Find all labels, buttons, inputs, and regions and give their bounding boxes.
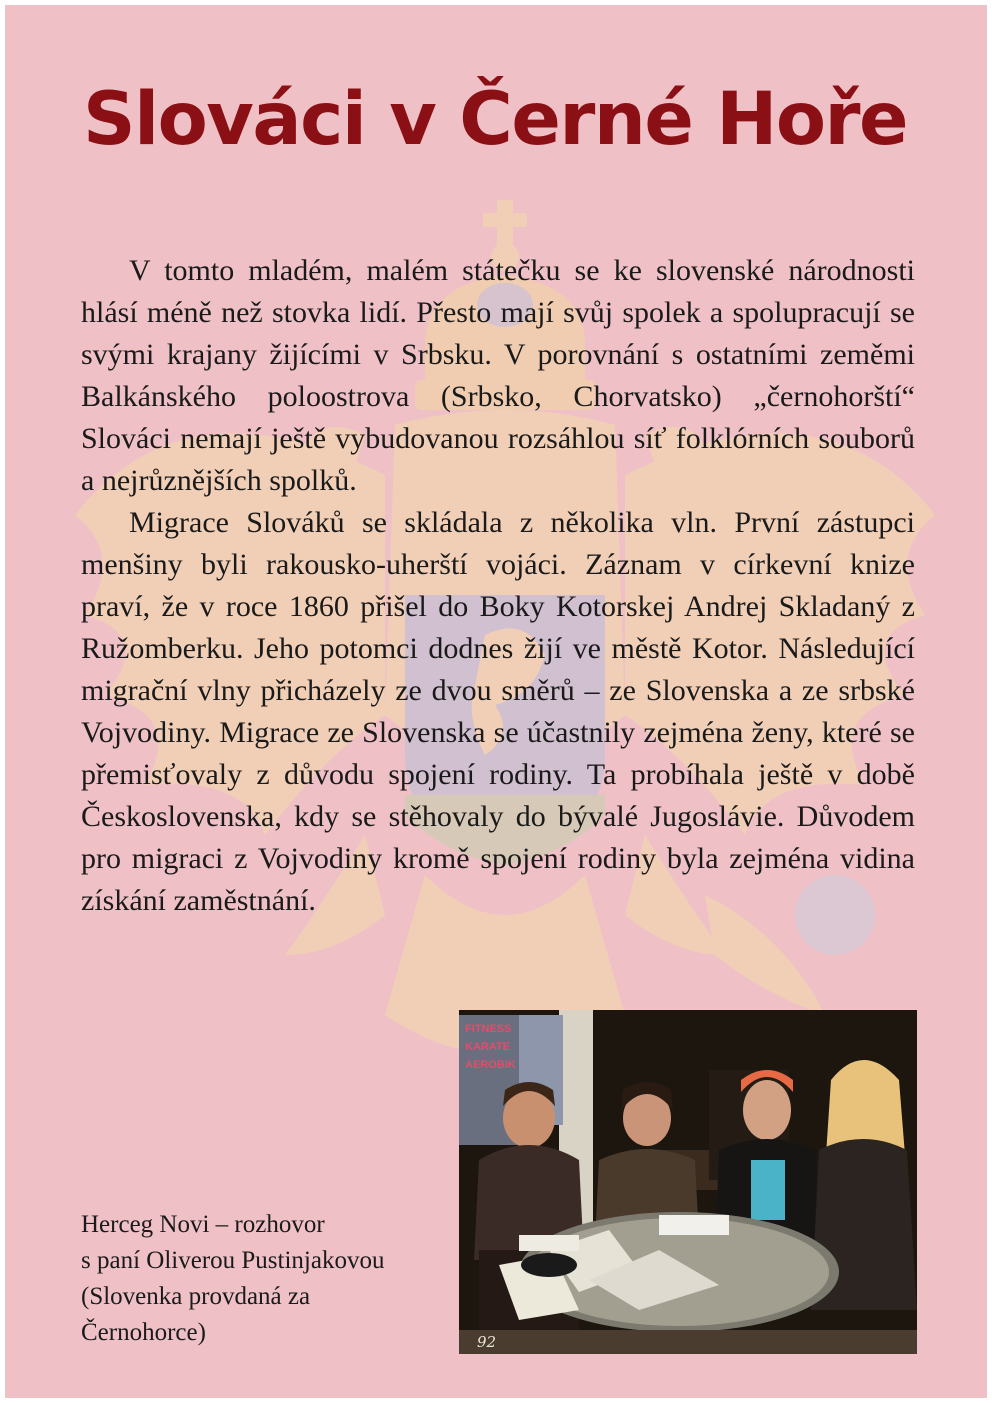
caption-line: (Slovenka provdaná za — [81, 1283, 311, 1310]
interview-photo — [459, 1010, 917, 1354]
page-number: 92 — [477, 1333, 497, 1351]
caption-line: Černohorce) — [81, 1319, 206, 1346]
photo-caption — [81, 1207, 461, 1351]
poster-text: FITNESS — [465, 1023, 512, 1035]
page — [5, 5, 987, 1398]
poster-text: KARATE — [465, 1041, 511, 1053]
paragraph: V tomto mladém, malém státečku se ke slovenské národnosti hlásí méně než stovka lidí. Přesto mají svůj spolek a spolupracují se svými krajany žijícími v Srbsku. V porovnání s ostatními zeměmi Balkánského poloostrova (Srbsko, Chorvatsko) „černohorští“ Slováci nemají ještě vybudovanou rozsáhlou síť folklórních souborů a nejrůznějších spolků. — [81, 254, 915, 497]
poster-text: AEROBIK — [465, 1059, 516, 1071]
paragraph: Migrace Slováků se skládala z několika vln. První zástupci menšiny byli rakousko-uherští vojáci. Záznam v církevní knize praví, že v roce 1860 přišel do Boky Kotorskej Andrej Skladaný z Ružomberku. Jeho potomci dodnes žijí ve městě Kotor. Následující migrační vlny přicházely ze dvou směrů – ze Slovenska a ze srbské Vojvodiny. Migrace ze Slovenska se účastnily zejména ženy, které se přemisťovaly z důvodu spojení rodiny. Ta probíhala ještě v době Československa, kdy se stěhovaly do bývalé Jugoslávie. Důvodem pro migraci z Vojvodiny kromě spojení rodiny byla zejména vidina získání zaměstnání. — [81, 506, 915, 917]
article-body — [81, 250, 915, 922]
caption-line: s paní Oliverou Pustinjakovou — [81, 1247, 385, 1274]
page-title: Slováci v Černé Hoře — [83, 77, 908, 162]
caption-line: Herceg Novi – rozhovor — [81, 1211, 325, 1238]
